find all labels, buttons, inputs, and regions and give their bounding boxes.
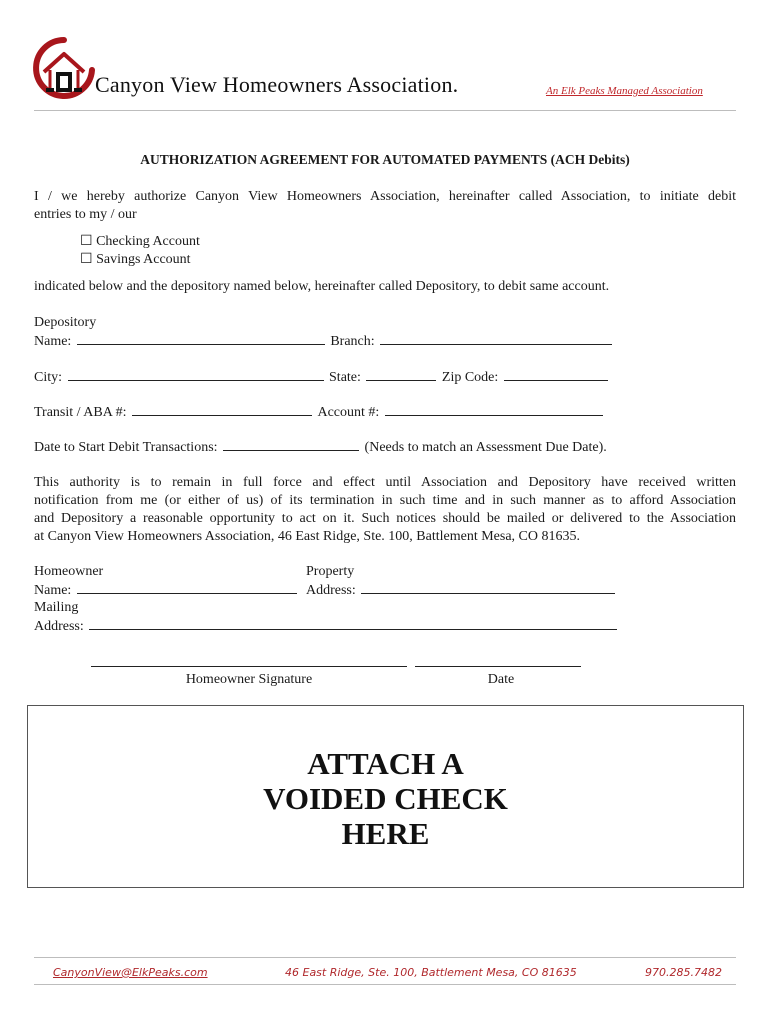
homeowner-label: Homeowner: [34, 564, 104, 579]
depository-name-row: [34, 332, 612, 351]
transit-account-row: [34, 403, 603, 422]
signature-label: Homeowner Signature: [185, 672, 313, 687]
footer-divider-top: [34, 957, 736, 958]
authority-line-2: notification from me (or either of us) of its termination in such time and in such manner as to afford Association: [34, 493, 736, 508]
property-address-label: Address:: [306, 583, 356, 598]
savings-account-option[interactable]: [80, 251, 191, 269]
state-field[interactable]: [366, 368, 436, 381]
savings-account-label: Savings Account: [96, 252, 191, 267]
start-date-label: Date to Start Debit Transactions:: [34, 440, 218, 455]
footer-address: 46 East Ridge, Ste. 100, Battlement Mesa, CO 81635: [285, 966, 577, 979]
homeowner-name-label: Name:: [34, 583, 72, 598]
start-date-note: (Needs to match an Assessment Due Date).: [364, 440, 607, 455]
transit-aba-label: Transit / ABA #:: [34, 405, 127, 420]
depository-label: Depository: [34, 315, 97, 330]
account-number-label: Account #:: [317, 405, 380, 420]
mailing-address-label: Address:: [34, 619, 84, 634]
managed-by-tagline: An Elk Peaks Managed Association: [546, 85, 703, 97]
city-field[interactable]: [68, 368, 324, 381]
checking-account-option[interactable]: [80, 233, 200, 251]
zip-code-field[interactable]: [504, 368, 608, 381]
branch-label: Branch:: [330, 334, 375, 349]
intro-line-2: entries to my / our: [34, 207, 137, 222]
checkbox-savings[interactable]: ☐: [80, 252, 93, 267]
mailing-address-row: [34, 617, 617, 636]
start-date-row: [34, 438, 607, 457]
signature-date-line[interactable]: [415, 666, 581, 667]
indicated-text: indicated below and the depository named below, hereinafter called Depository, to debit same account.: [34, 279, 610, 294]
voided-check-line-3: HERE: [341, 816, 430, 851]
intro-line-1: I / we hereby authorize Canyon View Homeowners Association, hereinafter called Association, to initiate debit: [34, 189, 736, 204]
state-label: State:: [329, 370, 361, 385]
voided-check-line-2: VOIDED CHECK: [263, 781, 508, 816]
authority-line-4: at Canyon View Homeowners Association, 46 East Ridge, Ste. 100, Battlement Mesa, CO 81635.: [34, 529, 580, 544]
homeowner-name-field[interactable]: [77, 581, 297, 594]
form-title: AUTHORIZATION AGREEMENT FOR AUTOMATED PAYMENTS (ACH Debits): [140, 152, 630, 167]
property-address-field[interactable]: [361, 581, 615, 594]
checking-account-label: Checking Account: [96, 234, 200, 249]
authority-line-3: and Depository a reasonable opportunity to act on it. Such notices should be mailed or delivered to the Association: [34, 511, 736, 526]
authority-line-1: This authority is to remain in full force and effect until Association and Depository have received written: [34, 475, 736, 490]
footer-email-link[interactable]: CanyonView@ElkPeaks.com: [53, 966, 208, 979]
voided-check-box: [27, 705, 744, 888]
branch-field[interactable]: [380, 332, 612, 345]
property-address-row: [306, 581, 615, 600]
account-number-field[interactable]: [385, 403, 603, 416]
transit-aba-field[interactable]: [132, 403, 312, 416]
header-divider: [34, 110, 736, 111]
header: [0, 0, 770, 112]
checkbox-checking[interactable]: ☐: [80, 234, 93, 249]
depository-name-field[interactable]: [77, 332, 325, 345]
start-date-field[interactable]: [223, 438, 359, 451]
voided-check-line-1: ATTACH A: [307, 746, 464, 781]
organization-name: Canyon View Homeowners Association.: [95, 72, 459, 97]
homeowner-name-row: [34, 581, 297, 600]
property-label: Property: [306, 564, 355, 579]
house-logo-icon: [32, 36, 96, 100]
zip-code-label: Zip Code:: [441, 370, 499, 385]
city-state-zip-row: [34, 368, 608, 387]
mailing-label: Mailing: [34, 600, 79, 615]
signature-line[interactable]: [91, 666, 407, 667]
depository-name-label: Name:: [34, 334, 72, 349]
city-label: City:: [34, 370, 63, 385]
mailing-address-field[interactable]: [89, 617, 617, 630]
footer-divider-bottom: [34, 984, 736, 985]
footer-phone: 970.285.7482: [645, 966, 722, 979]
signature-date-label: Date: [487, 672, 515, 687]
